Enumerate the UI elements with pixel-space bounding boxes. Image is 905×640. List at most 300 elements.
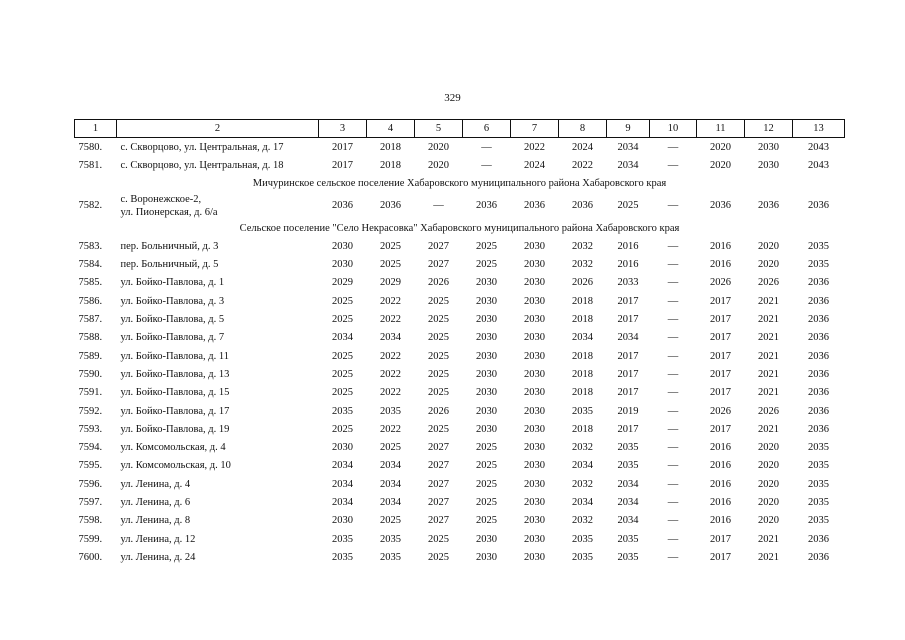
value-cell-col-9: 2035 bbox=[617, 442, 639, 454]
value-cell-col-8: 2032 bbox=[572, 515, 593, 527]
row-number: 7595. bbox=[78, 460, 103, 472]
value-cell-col-10: — bbox=[667, 423, 679, 435]
value-cell-col-7: 2030 bbox=[524, 332, 545, 344]
value-cell-col-7: 2030 bbox=[524, 277, 545, 289]
row-number: 7587. bbox=[78, 314, 103, 326]
table-row bbox=[75, 329, 845, 347]
value-cell-col-7: 2030 bbox=[524, 478, 545, 490]
value-cell-col-6: 2025 bbox=[476, 496, 497, 508]
value-cell-col-12: 2020 bbox=[758, 515, 779, 527]
address-cell bbox=[117, 548, 319, 566]
address-cell bbox=[117, 274, 319, 292]
value-cell-col-3: 2025 bbox=[332, 387, 353, 399]
value-cell-col-3: 2029 bbox=[332, 277, 353, 289]
address-cell bbox=[117, 347, 319, 365]
address-cell bbox=[117, 530, 319, 548]
value-cell-col-4: 2025 bbox=[380, 259, 401, 271]
value-cell-col-8: 2018 bbox=[572, 295, 593, 307]
value-cell-col-11: 2016 bbox=[710, 478, 731, 490]
value-cell-col-5: 2027 bbox=[428, 442, 449, 454]
value-cell-col-10: — bbox=[667, 314, 679, 326]
value-cell-col-5: 2025 bbox=[428, 314, 449, 326]
row-number: 7591. bbox=[78, 387, 103, 399]
address-cell bbox=[117, 402, 319, 420]
value-cell-col-6: — bbox=[481, 159, 492, 171]
value-cell-col-7: 2030 bbox=[524, 240, 545, 252]
address-cell bbox=[117, 255, 319, 273]
value-cell-col-4: 2022 bbox=[380, 295, 401, 307]
value-cell-col-8: 2035 bbox=[572, 533, 593, 545]
column-header-10: 10 bbox=[650, 120, 697, 138]
value-cell-col-8: 2026 bbox=[572, 277, 593, 289]
value-cell-col-5: 2025 bbox=[428, 551, 449, 563]
value-cell-col-8: 2035 bbox=[572, 551, 593, 563]
address-cell bbox=[117, 310, 319, 328]
value-cell-col-5: 2027 bbox=[428, 460, 449, 472]
value-cell-col-13: 2036 bbox=[808, 533, 829, 545]
value-cell-col-8: 2018 bbox=[572, 387, 593, 399]
value-cell-col-9: 2017 bbox=[617, 423, 639, 435]
row-number: 7596. bbox=[78, 478, 103, 490]
value-cell-col-4: 2034 bbox=[380, 332, 401, 344]
value-cell-col-6: 2025 bbox=[476, 442, 497, 454]
value-cell-col-3: 2017 bbox=[332, 141, 353, 153]
value-cell-col-3: 2025 bbox=[332, 350, 353, 362]
value-cell-col-13: 2035 bbox=[808, 442, 829, 454]
table-row bbox=[75, 457, 845, 475]
value-cell-col-13: 2036 bbox=[808, 551, 829, 563]
value-cell-col-10: — bbox=[667, 496, 679, 508]
value-cell-col-6: 2030 bbox=[476, 533, 497, 545]
value-cell-col-7: 2030 bbox=[524, 295, 545, 307]
column-header-11: 11 bbox=[697, 120, 745, 138]
value-cell-col-3: 2035 bbox=[332, 405, 353, 417]
row-number: 7597. bbox=[78, 496, 103, 508]
value-cell-col-10: — bbox=[667, 368, 679, 380]
table-row bbox=[75, 438, 845, 456]
value-cell-col-4: 2022 bbox=[380, 350, 401, 362]
table-row bbox=[75, 156, 845, 174]
value-cell-col-13: 2036 bbox=[808, 387, 829, 399]
value-cell-col-3: 2025 bbox=[332, 295, 353, 307]
value-cell-col-4: 2022 bbox=[380, 387, 401, 399]
address-line: ул. Комсомольская, д. 10 bbox=[120, 460, 231, 472]
value-cell-col-12: 2021 bbox=[758, 368, 779, 380]
value-cell-col-12: 2036 bbox=[758, 200, 779, 212]
address-cell bbox=[117, 156, 319, 174]
address-cell bbox=[117, 420, 319, 438]
address-line: ул. Бойко-Павлова, д. 17 bbox=[120, 405, 230, 417]
row-number: 7592. bbox=[78, 405, 103, 417]
table-row bbox=[75, 384, 845, 402]
value-cell-col-11: 2017 bbox=[710, 314, 731, 326]
value-cell-col-11: 2017 bbox=[710, 387, 731, 399]
value-cell-col-6: 2030 bbox=[476, 277, 497, 289]
value-cell-col-7: 2030 bbox=[524, 405, 545, 417]
table-row bbox=[75, 138, 845, 157]
address-cell bbox=[117, 237, 319, 255]
value-cell-col-11: 2020 bbox=[710, 141, 731, 153]
value-cell-col-7: 2030 bbox=[524, 423, 545, 435]
value-cell-col-11: 2020 bbox=[710, 159, 731, 171]
value-cell-col-6: 2025 bbox=[476, 240, 497, 252]
value-cell-col-11: 2016 bbox=[710, 515, 731, 527]
address-line: с. Воронежское-2, bbox=[120, 193, 202, 205]
value-cell-col-7: 2022 bbox=[524, 141, 545, 153]
table-row bbox=[75, 292, 845, 310]
value-cell-col-7: 2030 bbox=[524, 551, 545, 563]
value-cell-col-12: 2021 bbox=[758, 551, 779, 563]
row-number: 7582. bbox=[78, 200, 103, 212]
value-cell-col-13: 2036 bbox=[808, 350, 829, 362]
address-line: пер. Больничный, д. 5 bbox=[120, 259, 219, 271]
value-cell-col-12: 2020 bbox=[758, 259, 779, 271]
value-cell-col-9: 2017 bbox=[617, 295, 639, 307]
value-cell-col-4: 2029 bbox=[380, 277, 401, 289]
value-cell-col-6: 2030 bbox=[476, 332, 497, 344]
section-heading: Сельское поселение "Село Некрасовка" Хабаровского муниципального района Хабаровского края bbox=[239, 222, 680, 234]
row-number: 7598. bbox=[78, 515, 103, 527]
column-header-4: 4 bbox=[367, 120, 415, 138]
address-line: ул. Бойко-Павлова, д. 19 bbox=[120, 423, 230, 435]
row-number: 7593. bbox=[78, 423, 103, 435]
value-cell-col-12: 2021 bbox=[758, 533, 779, 545]
value-cell-col-9: 2034 bbox=[617, 515, 639, 527]
value-cell-col-6: 2030 bbox=[476, 387, 497, 399]
value-cell-col-11: 2016 bbox=[710, 460, 731, 472]
table-row bbox=[75, 193, 845, 219]
value-cell-col-7: 2030 bbox=[524, 496, 545, 508]
value-cell-col-13: 2035 bbox=[808, 240, 829, 252]
value-cell-col-4: 2035 bbox=[380, 533, 401, 545]
column-header-2: 2 bbox=[117, 120, 319, 138]
row-number: 7588. bbox=[78, 332, 103, 344]
value-cell-col-13: 2036 bbox=[808, 368, 829, 380]
value-cell-col-4: 2025 bbox=[380, 442, 401, 454]
value-cell-col-9: 2017 bbox=[617, 387, 639, 399]
value-cell-col-3: 2034 bbox=[332, 478, 353, 490]
value-cell-col-12: 2021 bbox=[758, 314, 779, 326]
value-cell-col-4: 2034 bbox=[380, 478, 401, 490]
value-cell-col-7: 2030 bbox=[524, 387, 545, 399]
value-cell-col-8: 2034 bbox=[572, 460, 593, 472]
table-row bbox=[75, 420, 845, 438]
value-cell-col-9: 2035 bbox=[617, 551, 639, 563]
value-cell-col-8: 2018 bbox=[572, 350, 593, 362]
value-cell-col-4: 2022 bbox=[380, 423, 401, 435]
value-cell-col-8: 2034 bbox=[572, 332, 593, 344]
value-cell-col-4: 2034 bbox=[380, 496, 401, 508]
value-cell-col-12: 2020 bbox=[758, 442, 779, 454]
value-cell-col-13: 2035 bbox=[808, 259, 829, 271]
value-cell-col-9: 2035 bbox=[617, 533, 639, 545]
value-cell-col-8: 2024 bbox=[572, 141, 593, 153]
value-cell-col-7: 2030 bbox=[524, 259, 545, 271]
value-cell-col-11: 2017 bbox=[710, 551, 731, 563]
address-cell bbox=[117, 329, 319, 347]
value-cell-col-10: — bbox=[667, 533, 679, 545]
value-cell-col-10: — bbox=[667, 442, 679, 454]
value-cell-col-11: 2016 bbox=[710, 240, 731, 252]
value-cell-col-6: — bbox=[481, 141, 492, 153]
value-cell-col-10: — bbox=[667, 478, 679, 490]
address-cell bbox=[117, 493, 319, 511]
address-line: ул. Ленина, д. 8 bbox=[120, 515, 191, 527]
value-cell-col-12: 2026 bbox=[758, 405, 779, 417]
value-cell-col-6: 2030 bbox=[476, 295, 497, 307]
value-cell-col-5: 2025 bbox=[428, 350, 449, 362]
value-cell-col-13: 2036 bbox=[808, 405, 829, 417]
value-cell-col-7: 2030 bbox=[524, 368, 545, 380]
value-cell-col-9: 2017 bbox=[617, 350, 639, 362]
value-cell-col-11: 2017 bbox=[710, 332, 731, 344]
value-cell-col-4: 2022 bbox=[380, 314, 401, 326]
address-line: ул. Бойко-Павлова, д. 1 bbox=[120, 277, 225, 289]
value-cell-col-13: 2036 bbox=[808, 332, 829, 344]
address-line: ул. Бойко-Павлова, д. 7 bbox=[120, 332, 225, 344]
column-header-8: 8 bbox=[559, 120, 607, 138]
address-cell bbox=[117, 384, 319, 402]
address-line: ул. Комсомольская, д. 4 bbox=[120, 442, 226, 454]
address-cell bbox=[117, 365, 319, 383]
table-row bbox=[75, 475, 845, 493]
value-cell-col-9: 2016 bbox=[617, 240, 639, 252]
value-cell-col-11: 2036 bbox=[710, 200, 731, 212]
value-cell-col-7: 2030 bbox=[524, 350, 545, 362]
value-cell-col-5: 2025 bbox=[428, 423, 449, 435]
column-header-5: 5 bbox=[415, 120, 463, 138]
column-header-6: 6 bbox=[463, 120, 511, 138]
value-cell-col-6: 2025 bbox=[476, 259, 497, 271]
address-cell bbox=[117, 193, 319, 219]
row-number: 7584. bbox=[78, 259, 103, 271]
value-cell-col-12: 2020 bbox=[758, 240, 779, 252]
value-cell-col-3: 2034 bbox=[332, 496, 353, 508]
address-cell bbox=[117, 438, 319, 456]
value-cell-col-4: 2035 bbox=[380, 551, 401, 563]
value-cell-col-13: 2043 bbox=[808, 141, 829, 153]
address-line: ул. Бойко-Павлова, д. 15 bbox=[120, 387, 230, 399]
value-cell-col-12: 2021 bbox=[758, 423, 779, 435]
value-cell-col-5: 2025 bbox=[428, 533, 449, 545]
value-cell-col-4: 2018 bbox=[380, 141, 401, 153]
value-cell-col-8: 2035 bbox=[572, 405, 593, 417]
value-cell-col-11: 2017 bbox=[710, 533, 731, 545]
value-cell-col-9: 2034 bbox=[617, 496, 639, 508]
value-cell-col-11: 2016 bbox=[710, 496, 731, 508]
value-cell-col-6: 2030 bbox=[476, 423, 497, 435]
value-cell-col-13: 2035 bbox=[808, 478, 829, 490]
value-cell-col-12: 2020 bbox=[758, 496, 779, 508]
data-table bbox=[74, 119, 845, 567]
value-cell-col-3: 2035 bbox=[332, 551, 353, 563]
value-cell-col-3: 2036 bbox=[332, 200, 353, 212]
value-cell-col-5: 2026 bbox=[428, 405, 449, 417]
value-cell-col-6: 2030 bbox=[476, 314, 497, 326]
value-cell-col-6: 2030 bbox=[476, 350, 497, 362]
table-row bbox=[75, 493, 845, 511]
address-line: ул. Ленина, д. 6 bbox=[120, 496, 191, 508]
address-line: ул. Пионерская, д. 6/а bbox=[120, 206, 218, 218]
address-line: ул. Бойко-Павлова, д. 13 bbox=[120, 368, 230, 380]
value-cell-col-10: — bbox=[667, 159, 679, 171]
value-cell-col-9: 2035 bbox=[617, 460, 639, 472]
value-cell-col-3: 2025 bbox=[332, 423, 353, 435]
value-cell-col-9: 2017 bbox=[617, 314, 639, 326]
value-cell-col-11: 2026 bbox=[710, 405, 731, 417]
value-cell-col-13: 2036 bbox=[808, 295, 829, 307]
value-cell-col-12: 2021 bbox=[758, 295, 779, 307]
value-cell-col-6: 2030 bbox=[476, 405, 497, 417]
value-cell-col-12: 2021 bbox=[758, 332, 779, 344]
row-number: 7590. bbox=[78, 368, 103, 380]
value-cell-col-13: 2035 bbox=[808, 460, 829, 472]
value-cell-col-6: 2025 bbox=[476, 478, 497, 490]
value-cell-col-7: 2030 bbox=[524, 314, 545, 326]
table-row bbox=[75, 530, 845, 548]
value-cell-col-5: 2025 bbox=[428, 332, 449, 344]
value-cell-col-6: 2030 bbox=[476, 368, 497, 380]
value-cell-col-8: 2032 bbox=[572, 240, 593, 252]
value-cell-col-5: 2020 bbox=[428, 141, 449, 153]
value-cell-col-3: 2035 bbox=[332, 533, 353, 545]
value-cell-col-3: 2017 bbox=[332, 159, 353, 171]
address-cell bbox=[117, 457, 319, 475]
value-cell-col-8: 2018 bbox=[572, 314, 593, 326]
value-cell-col-5: 2027 bbox=[428, 240, 449, 252]
address-line: с. Скворцово, ул. Центральная, д. 18 bbox=[120, 159, 284, 171]
row-number: 7599. bbox=[78, 533, 103, 545]
value-cell-col-5: 2026 bbox=[428, 277, 449, 289]
value-cell-col-10: — bbox=[667, 387, 679, 399]
value-cell-col-11: 2017 bbox=[710, 368, 731, 380]
value-cell-col-7: 2030 bbox=[524, 460, 545, 472]
address-cell bbox=[117, 292, 319, 310]
value-cell-col-10: — bbox=[667, 200, 679, 212]
column-header-3: 3 bbox=[319, 120, 367, 138]
value-cell-col-8: 2032 bbox=[572, 442, 593, 454]
value-cell-col-8: 2036 bbox=[572, 200, 593, 212]
value-cell-col-3: 2030 bbox=[332, 442, 353, 454]
column-header-12: 12 bbox=[745, 120, 793, 138]
section-heading-row bbox=[75, 175, 845, 193]
row-number: 7600. bbox=[78, 551, 103, 563]
value-cell-col-7: 2030 bbox=[524, 515, 545, 527]
value-cell-col-4: 2035 bbox=[380, 405, 401, 417]
address-line: с. Скворцово, ул. Центральная, д. 17 bbox=[120, 141, 284, 153]
value-cell-col-9: 2019 bbox=[617, 405, 639, 417]
value-cell-col-13: 2036 bbox=[808, 200, 829, 212]
value-cell-col-10: — bbox=[667, 405, 679, 417]
value-cell-col-3: 2025 bbox=[332, 314, 353, 326]
value-cell-col-10: — bbox=[667, 515, 679, 527]
value-cell-col-9: 2033 bbox=[617, 277, 639, 289]
column-header-9: 9 bbox=[607, 120, 650, 138]
value-cell-col-4: 2025 bbox=[380, 515, 401, 527]
table-row bbox=[75, 255, 845, 273]
value-cell-col-12: 2026 bbox=[758, 277, 779, 289]
table-body bbox=[75, 138, 845, 567]
value-cell-col-4: 2034 bbox=[380, 460, 401, 472]
section-heading: Мичуринское сельское поселение Хабаровского муниципального района Хабаровского края bbox=[252, 178, 667, 190]
value-cell-col-13: 2035 bbox=[808, 496, 829, 508]
value-cell-col-11: 2017 bbox=[710, 350, 731, 362]
column-header-1: 1 bbox=[75, 120, 117, 138]
value-cell-col-3: 2034 bbox=[332, 460, 353, 472]
column-header-7: 7 bbox=[511, 120, 559, 138]
value-cell-col-8: 2032 bbox=[572, 259, 593, 271]
value-cell-col-3: 2030 bbox=[332, 240, 353, 252]
value-cell-col-13: 2043 bbox=[808, 159, 829, 171]
value-cell-col-3: 2030 bbox=[332, 259, 353, 271]
table-row bbox=[75, 310, 845, 328]
value-cell-col-10: — bbox=[667, 259, 679, 271]
address-line: ул. Бойко-Павлова, д. 11 bbox=[120, 350, 229, 362]
section-heading-row bbox=[75, 219, 845, 237]
page-number: 329 bbox=[444, 92, 461, 104]
value-cell-col-3: 2034 bbox=[332, 332, 353, 344]
table-header-row bbox=[75, 120, 845, 138]
row-number: 7585. bbox=[78, 277, 103, 289]
value-cell-col-13: 2036 bbox=[808, 314, 829, 326]
value-cell-col-10: — bbox=[667, 460, 679, 472]
value-cell-col-5: 2020 bbox=[428, 159, 449, 171]
value-cell-col-11: 2017 bbox=[710, 295, 731, 307]
value-cell-col-9: 2034 bbox=[617, 159, 639, 171]
value-cell-col-9: 2017 bbox=[617, 368, 639, 380]
address-line: ул. Бойко-Павлова, д. 5 bbox=[120, 314, 225, 326]
value-cell-col-9: 2016 bbox=[617, 259, 639, 271]
column-header-13: 13 bbox=[793, 120, 845, 138]
value-cell-col-5: 2027 bbox=[428, 496, 449, 508]
value-cell-col-11: 2017 bbox=[710, 423, 731, 435]
address-line: пер. Больничный, д. 3 bbox=[120, 240, 219, 252]
value-cell-col-4: 2036 bbox=[380, 200, 401, 212]
value-cell-col-8: 2018 bbox=[572, 368, 593, 380]
value-cell-col-5: 2025 bbox=[428, 368, 449, 380]
address-cell bbox=[117, 475, 319, 493]
value-cell-col-9: 2034 bbox=[617, 332, 639, 344]
value-cell-col-10: — bbox=[667, 141, 679, 153]
value-cell-col-10: — bbox=[667, 295, 679, 307]
value-cell-col-6: 2025 bbox=[476, 460, 497, 472]
value-cell-col-5: 2027 bbox=[428, 259, 449, 271]
table-row bbox=[75, 237, 845, 255]
address-cell bbox=[117, 138, 319, 157]
table-row bbox=[75, 365, 845, 383]
table-row bbox=[75, 512, 845, 530]
value-cell-col-12: 2030 bbox=[758, 159, 779, 171]
address-line: ул. Ленина, д. 24 bbox=[120, 551, 196, 563]
value-cell-col-6: 2036 bbox=[476, 200, 497, 212]
value-cell-col-9: 2034 bbox=[617, 478, 639, 490]
value-cell-col-12: 2020 bbox=[758, 460, 779, 472]
value-cell-col-10: — bbox=[667, 277, 679, 289]
value-cell-col-10: — bbox=[667, 240, 679, 252]
value-cell-col-12: 2030 bbox=[758, 141, 779, 153]
value-cell-col-4: 2022 bbox=[380, 368, 401, 380]
value-cell-col-8: 2018 bbox=[572, 423, 593, 435]
value-cell-col-4: 2018 bbox=[380, 159, 401, 171]
table-row bbox=[75, 548, 845, 566]
row-number: 7583. bbox=[78, 240, 103, 252]
value-cell-col-5: 2027 bbox=[428, 478, 449, 490]
row-number: 7586. bbox=[78, 295, 103, 307]
value-cell-col-10: — bbox=[667, 350, 679, 362]
table-row bbox=[75, 274, 845, 292]
value-cell-col-12: 2021 bbox=[758, 350, 779, 362]
address-line: ул. Ленина, д. 12 bbox=[120, 533, 196, 545]
